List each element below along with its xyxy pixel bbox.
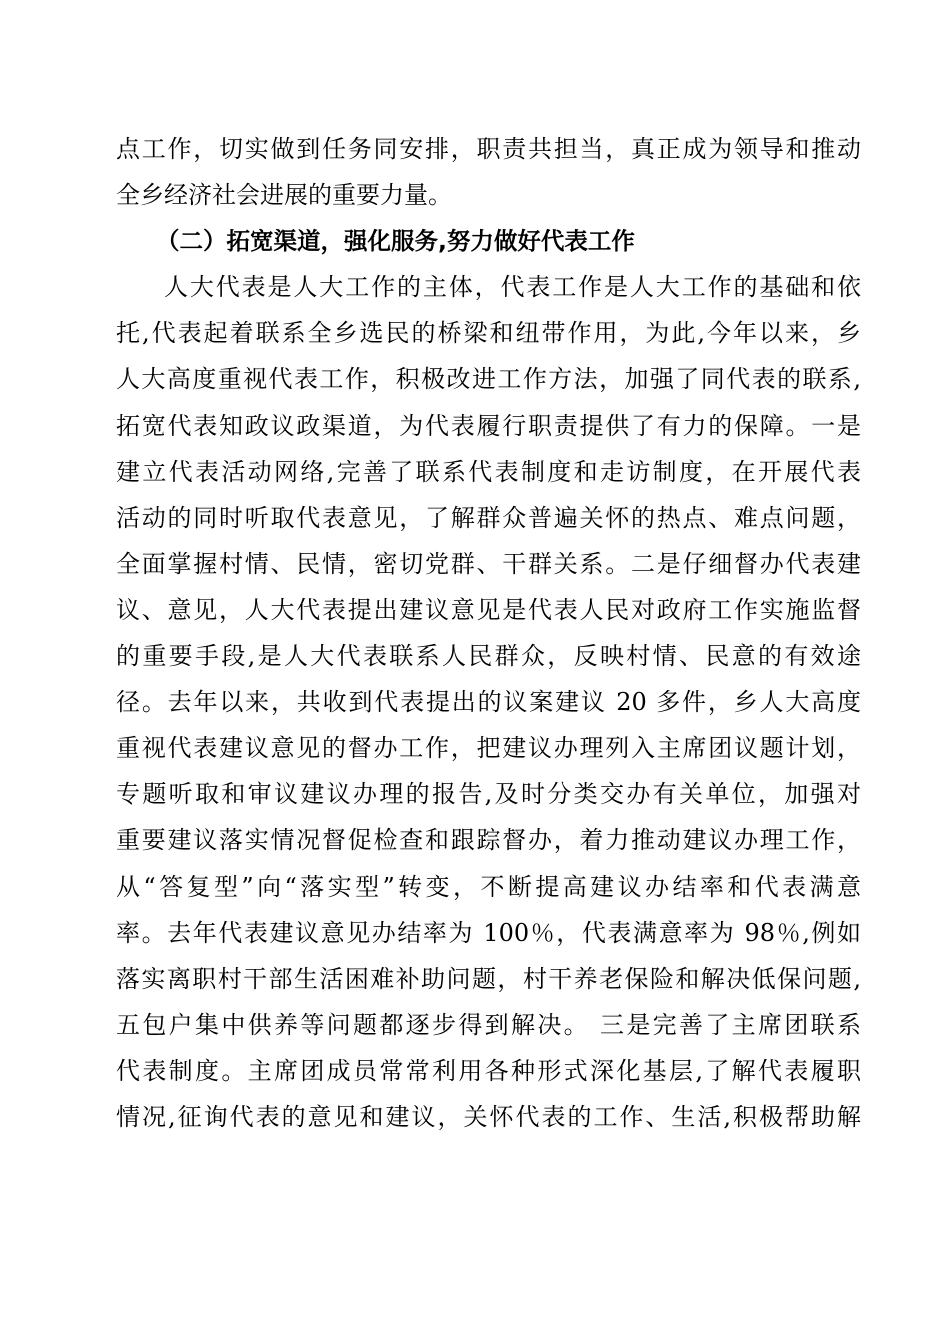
text-line: 落实离职村干部生活困难补助问题，村干养老保险和解决低保问题, (116, 964, 861, 993)
text-line: 全乡经济社会进展的重要力量。 (116, 181, 452, 210)
text-line: 人大高度重视代表工作，积极改进工作方法，加强了同代表的联系, (116, 365, 861, 394)
text-line: 径。去年以来，共收到代表提出的议案建议 20 多件，乡人大高度 (116, 688, 861, 717)
text-line: 全面掌握村情、民情，密切党群、干群关系。二是仔细督办代表建 (116, 549, 861, 578)
section-heading: （二）拓宽渠道，强化服务,努力做好代表工作 (156, 227, 635, 256)
text-line: 拓宽代表知政议政渠道，为代表履行职责提供了有力的保障。一是 (116, 411, 861, 440)
text-line: 托,代表起着联系全乡选民的桥梁和纽带作用，为此,今年以来，乡 (116, 319, 861, 348)
text-line: 重视代表建议意见的督办工作，把建议办理列入主席团议题计划， (116, 734, 861, 763)
text-line: 点工作，切实做到任务同安排，职责共担当，真正成为领导和推动 (116, 135, 861, 163)
text-line: 率。去年代表建议意见办结率为 100％，代表满意率为 98％,例如 (116, 918, 861, 947)
text-line: 人大代表是人大工作的主体，代表工作是人大工作的基础和依 (164, 273, 861, 302)
text-line: 情况,征询代表的意见和建议，关怀代表的工作、生活,积极帮助解 (116, 1102, 861, 1131)
text-line: 建立代表活动网络,完善了联系代表制度和走访制度，在开展代表 (116, 457, 861, 486)
text-line: 五包户集中供养等问题都逐步得到解决。 三是完善了主席团联系 (116, 1010, 861, 1039)
text-line: 从“答复型”向“落实型”转变，不断提高建议办结率和代表满意 (116, 872, 861, 901)
text-line: 代表制度。主席团成员常常利用各种形式深化基层,了解代表履职 (116, 1056, 861, 1085)
text-line: 专题听取和审议建议办理的报告,及时分类交办有关单位，加强对 (116, 780, 861, 809)
text-line: 的重要手段,是人大代表联系人民群众，反映村情、民意的有效途 (116, 642, 861, 671)
text-line: 重要建议落实情况督促检查和跟踪督办，着力推动建议办理工作， (116, 826, 861, 855)
body-text (116, 126, 861, 1140)
text-line: 议、意见，人大代表提出建议意见是代表人民对政府工作实施监督 (116, 595, 861, 624)
text-line: 活动的同时听取代表意见，了解群众普遍关怀的热点、难点问题， (116, 503, 861, 532)
